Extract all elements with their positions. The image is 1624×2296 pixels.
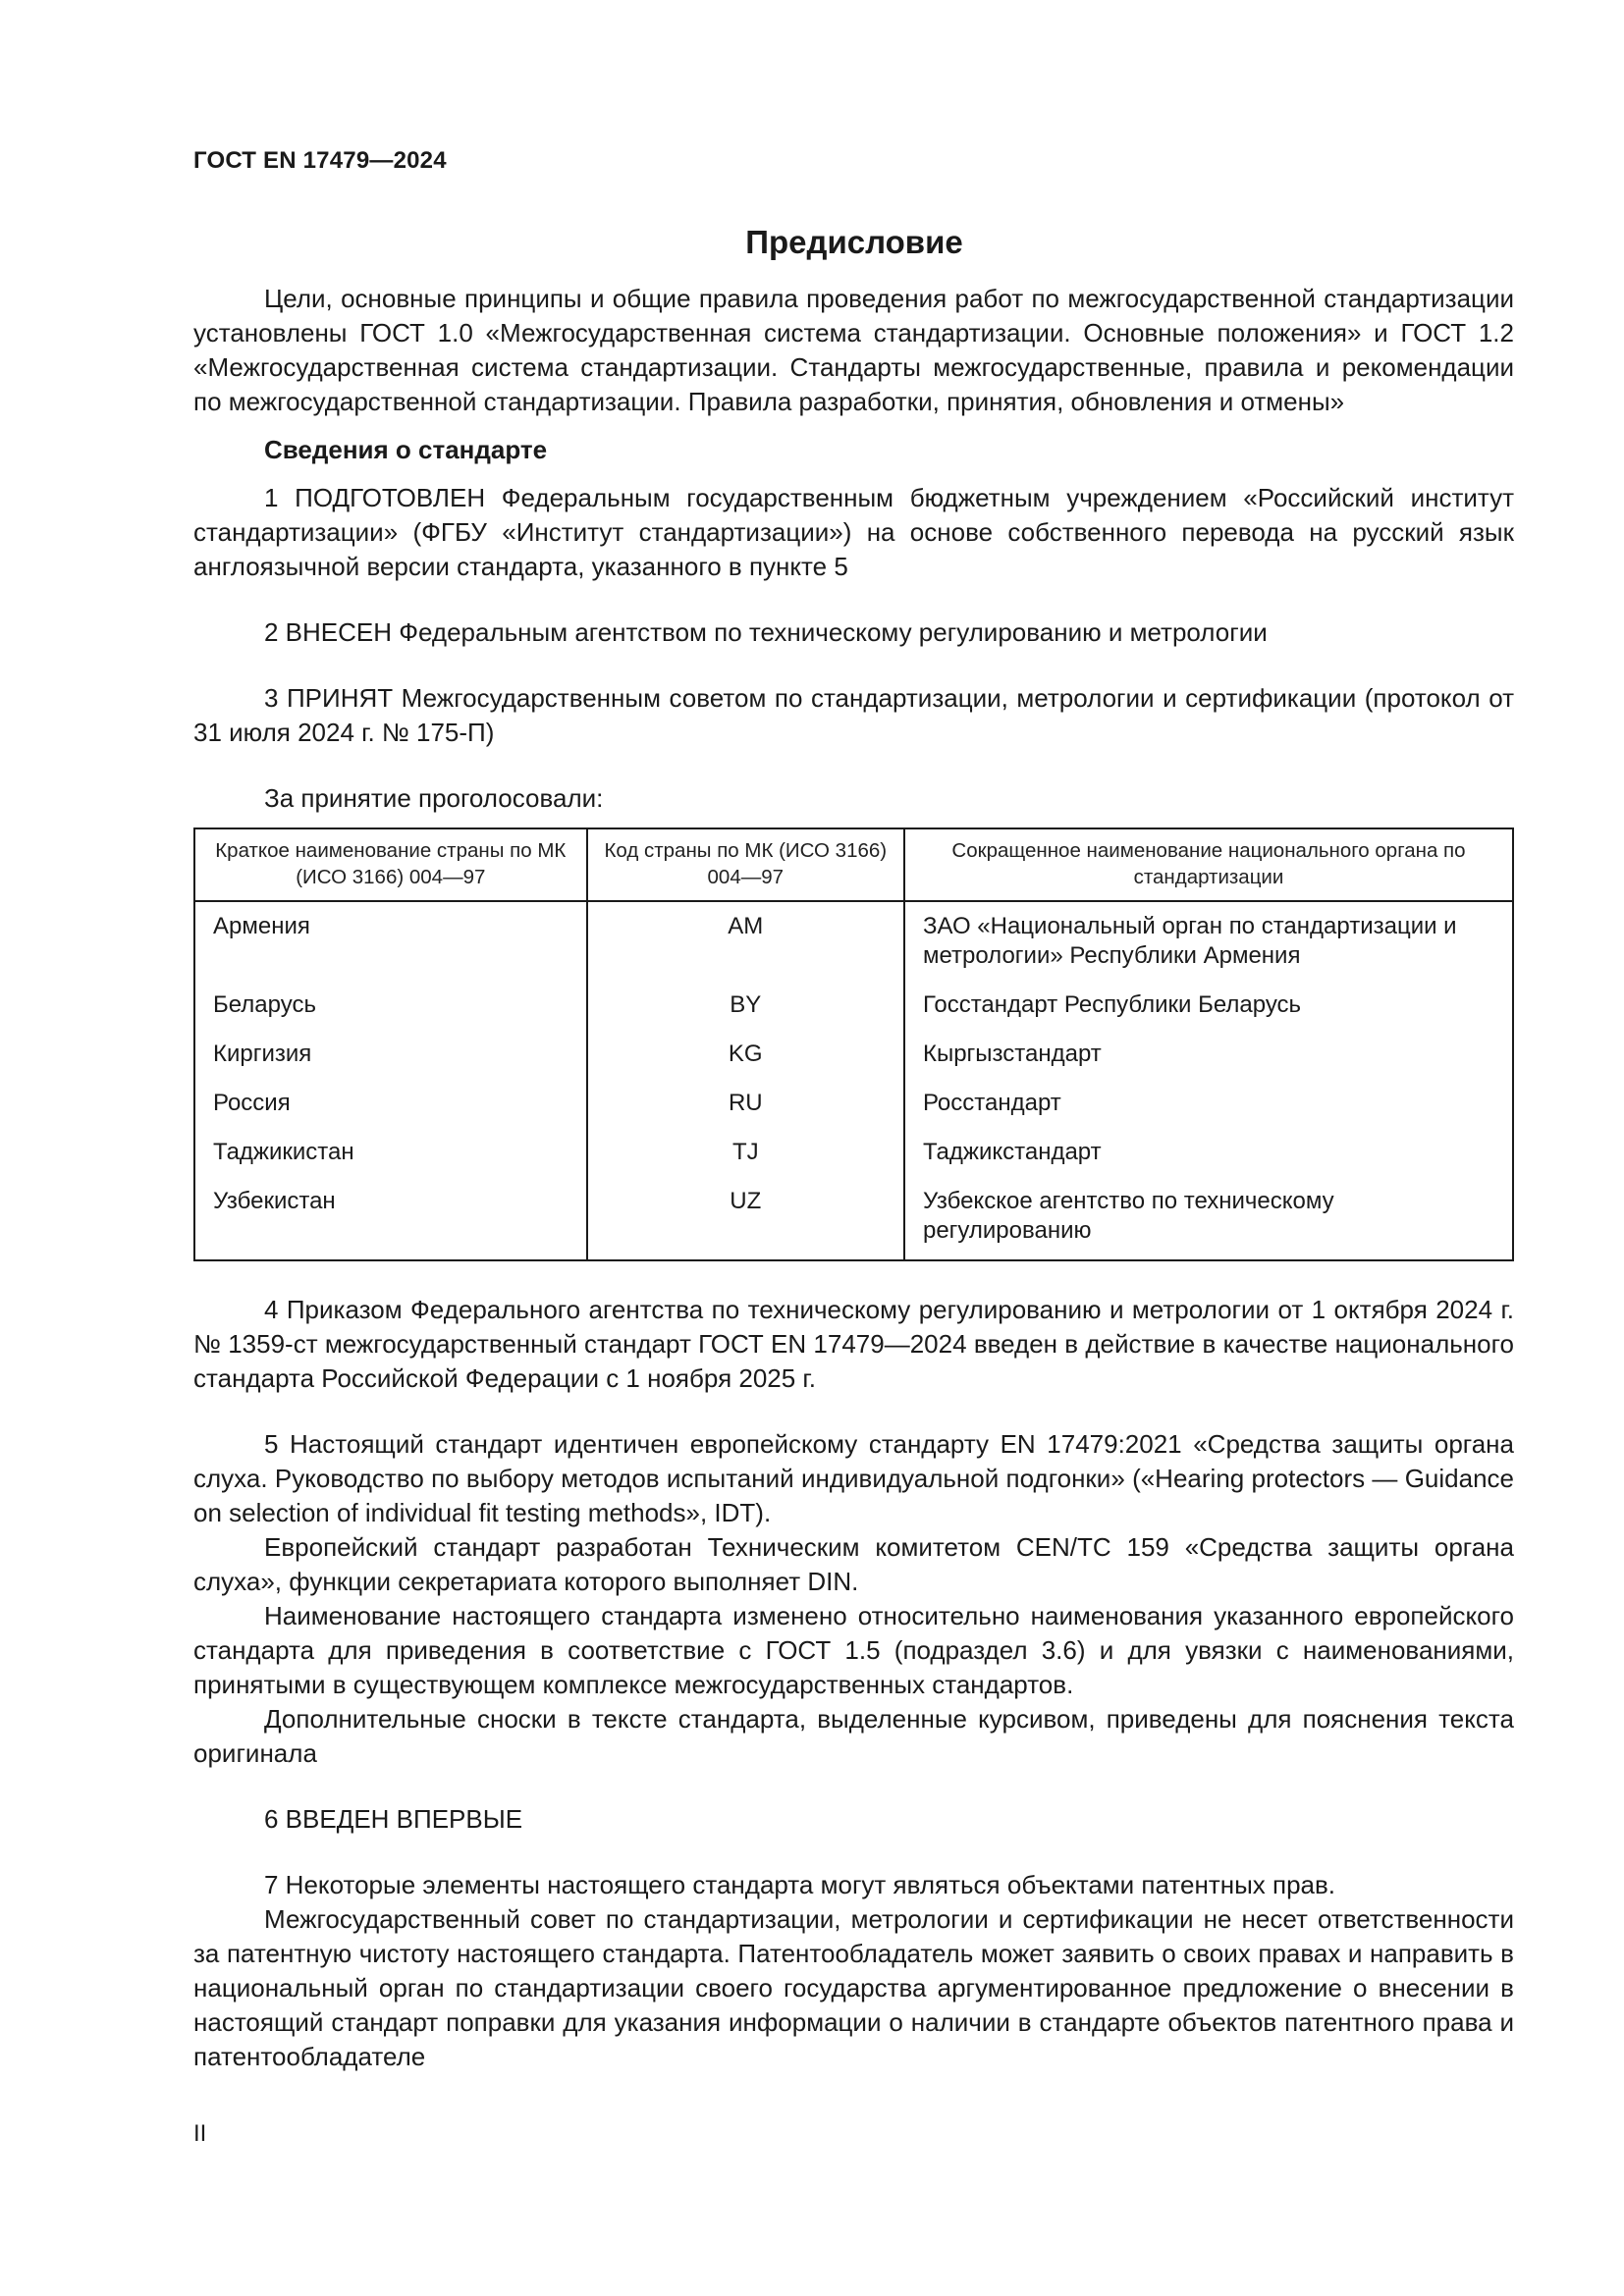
cell-body: Таджикстандарт [904, 1132, 1513, 1181]
page-number: II [193, 2120, 207, 2147]
header-national-body: Сокращенное наименование национального органа по стандартизации [904, 828, 1513, 901]
intro-paragraph: Цели, основные принципы и общие правила проведения работ по межгосударственной стандартизации установлены ГОСТ 1.0 «Межгосударственная система стандартизации. Основные положения» и ГОСТ 1.2 «Межгосударственная система стандартизации. Стандарты межгосударственные, правила и рекомендации по межгосударственной стандартизации. Правила разработки, принятия, обновления и отмены» [193, 284, 1514, 416]
item-7-paragraph-1: 7 Некоторые элементы настоящего стандарта могут являться объектами патентных прав. [264, 1870, 1336, 1899]
item-5-paragraph-3: Наименование настоящего стандарта изменено относительно наименования указанного европейского стандарта для приведения в соответствие с ГОСТ 1.5 (подраздел 3.6) и для увязки с наименованиями, принятыми в существующем комплексе межгосударственных стандартов. [193, 1601, 1514, 1699]
voting-table [193, 828, 1514, 1261]
table-row [194, 1132, 1513, 1181]
table-row [194, 901, 1513, 985]
cell-body: Узбекское агентство по техническому регулированию [904, 1181, 1513, 1260]
item-4-paragraph: 4 Приказом Федерального агентства по техническому регулированию и метрологии от 1 октября 2024 г. № 1359-ст межгосударственный стандарт ГОСТ EN 17479—2024 введен в действие в качестве национального стандарта Российской Федерации с 1 ноября 2025 г. [193, 1295, 1514, 1393]
page-title: Предисловие [745, 224, 963, 260]
cell-body: ЗАО «Национальный орган по стандартизации и метрологии» Республики Армения [904, 901, 1513, 985]
cell-code: TJ [587, 1132, 904, 1181]
item-5-paragraph-2: Европейский стандарт разработан Техническим комитетом CEN/TC 159 «Средства защиты органа слуха», функции секретариата которого выполняет DIN. [193, 1532, 1514, 1596]
item-6-paragraph: 6 ВВЕДЕН ВПЕРВЫЕ [264, 1804, 523, 1834]
cell-country: Узбекистан [194, 1181, 587, 1260]
cell-code: AM [587, 901, 904, 985]
document-code-header: ГОСТ EN 17479—2024 [193, 147, 447, 174]
document-body [193, 282, 1514, 2074]
item-7-paragraph-2: Межгосударственный совет по стандартизации, метрологии и сертификации не несет ответственности за патентную чистоту настоящего стандарта. Патентообладатель может заявить о своих правах и направить в национальный орган по стандартизации своего государства аргументированное предложение о внесении в настоящий стандарт поправки для указания информации о наличии в стандарте объектов патентного права и патентообладателе [193, 1904, 1514, 2071]
cell-code: UZ [587, 1181, 904, 1260]
vote-intro: За принятие проголосовали: [264, 783, 604, 813]
item-2-paragraph: 2 ВНЕСЕН Федеральным агентством по техническому регулированию и метрологии [264, 617, 1268, 647]
cell-country: Армения [194, 901, 587, 985]
cell-country: Киргизия [194, 1034, 587, 1083]
item-5-paragraph-1: 5 Настоящий стандарт идентичен европейскому стандарту EN 17479:2021 «Средства защиты органа слуха. Руководство по выбору методов испытаний индивидуальной подгонки» («Hearing protectors — Guidance on selection of individual fit testing methods», IDT). [193, 1429, 1514, 1527]
section-heading: Сведения о стандарте [264, 435, 548, 464]
cell-body: Кыргызстандарт [904, 1034, 1513, 1083]
cell-body: Госстандарт Республики Беларусь [904, 985, 1513, 1034]
cell-code: KG [587, 1034, 904, 1083]
item-3-paragraph: 3 ПРИНЯТ Межгосударственным советом по стандартизации, метрологии и сертификации (протокол от 31 июля 2024 г. № 175-П) [193, 683, 1514, 747]
cell-country: Россия [194, 1083, 587, 1132]
table-row [194, 1034, 1513, 1083]
cell-country: Беларусь [194, 985, 587, 1034]
item-1-paragraph: 1 ПОДГОТОВЛЕН Федеральным государственным бюджетным учреждением «Российский институт стандартизации» (ФГБУ «Институт стандартизации») на основе собственного перевода на русский язык англоязычной версии стандарта, указанного в пункте 5 [193, 483, 1514, 581]
table-row [194, 1181, 1513, 1260]
cell-code: RU [587, 1083, 904, 1132]
item-5-paragraph-4: Дополнительные сноски в тексте стандарта, выделенные курсивом, приведены для пояснения текста оригинала [193, 1704, 1514, 1768]
cell-code: BY [587, 985, 904, 1034]
header-country-code: Код страны по МК (ИСО 3166) 004—97 [587, 828, 904, 901]
header-country-name: Краткое наименование страны по МК (ИСО 3166) 004—97 [194, 828, 587, 901]
cell-country: Таджикистан [194, 1132, 587, 1181]
table-row [194, 985, 1513, 1034]
cell-body: Росстандарт [904, 1083, 1513, 1132]
table-row [194, 1083, 1513, 1132]
table-header-row [194, 828, 1513, 901]
